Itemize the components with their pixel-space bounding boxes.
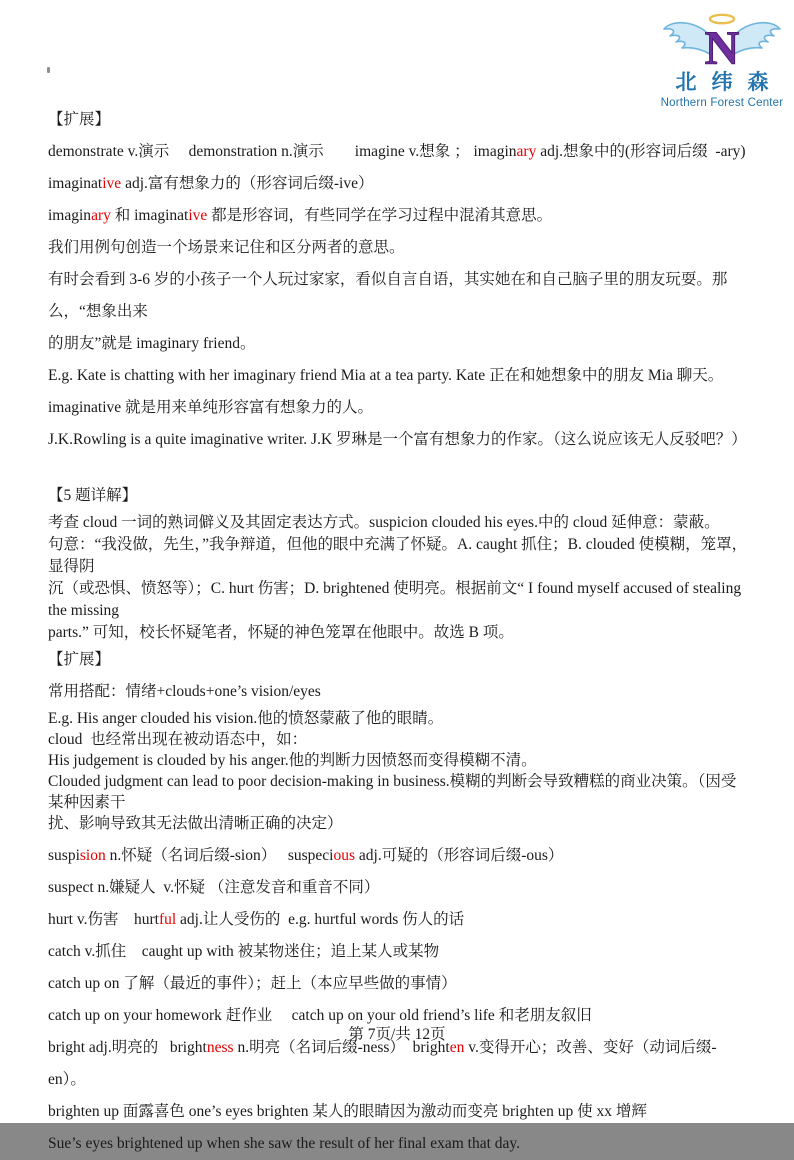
text-segment: 常用搭配：情绪+clouds+one’s vision/eyes: [48, 683, 321, 700]
text-line: [48, 360, 748, 392]
text-line: [48, 534, 748, 578]
logo: [656, 12, 788, 110]
text-segment: adj.可疑的（形容词后缀-ous）: [355, 847, 564, 864]
suffix-highlight: ive: [188, 207, 208, 224]
suffix-highlight: ive: [102, 175, 122, 192]
text-segment: His judgement is clouded by his anger.他的判断力因愤怒而变得模糊不清。: [48, 752, 537, 769]
suffix-highlight: ful: [158, 911, 177, 928]
text-segment: adj.想象中的(形容词后缀 -ary): [536, 143, 746, 160]
text-segment: J.K.Rowling is a quite imaginative writer. J.K 罗琳是一个富有想象力的作家。（这么说应该无人反驳吧？）: [48, 431, 747, 448]
text-line: [48, 424, 748, 456]
stray-mark: [47, 67, 50, 73]
text-line: [48, 708, 748, 729]
text-segment: adj.让人受伤的 e.g. hurtful words 伤人的话: [176, 911, 465, 928]
text-line: [48, 771, 748, 813]
text-segment: v.变得开心；改善、变好（动词后缀-en）。: [48, 1039, 717, 1088]
suffix-highlight: ary: [91, 207, 111, 224]
text-segment: 沉（或恐惧、愤怒等）；C. hurt 伤害；D. brightened 使明亮。根据前文“ I found myself accused of stealing the missing: [48, 580, 745, 619]
text-line: [48, 512, 748, 534]
text-segment: 【扩展】: [48, 651, 111, 668]
text-segment: imaginative 就是用来单纯形容富有想象力的人。: [48, 399, 374, 416]
text-segment: suspect n.嫌疑人 v.怀疑 （注意发音和重音不同）: [48, 879, 380, 896]
suffix-highlight: ness: [206, 1039, 234, 1056]
section-heading: [48, 644, 748, 676]
text-segment: demonstrate v.演示 demonstration n.演示 imagine v.想象 ； imagin: [48, 143, 517, 160]
text-segment: 【扩展】: [48, 111, 111, 128]
logo-letter: N: [704, 22, 740, 75]
logo-angel-n-icon: [657, 12, 787, 75]
text-segment: 有时会看到 3-6 岁的小孩子一个人玩过家家，看似自言自语，其实她在和自己脑子里的朋友玩耍。那么，“想象出来: [48, 271, 728, 320]
text-line: [48, 136, 748, 168]
suffix-highlight: sion: [79, 847, 106, 864]
text-line: [48, 264, 748, 328]
text-segment: Sue’s eyes brightened up when she saw the result of her final exam that day.: [48, 1135, 521, 1152]
text-segment: imagin: [48, 207, 92, 224]
text-segment: E.g. Kate is chatting with her imaginary friend Mia at a tea party. Kate 正在和她想象中的朋友 Mia 聊天。: [48, 367, 724, 384]
text-segment: brighten up 面露喜色 one’s eyes brighten 某人的眼睛因为激动而变亮 brighten up 使 xx 增辉: [48, 1103, 647, 1120]
text-segment: adj.富有想象力的（形容词后缀-ive）: [121, 175, 374, 192]
left-wing-icon: [664, 23, 710, 54]
text-segment: 我们用例句创造一个场景来记住和区分两者的意思。: [48, 239, 405, 256]
text-line: [48, 200, 748, 232]
text-segment: catch up on your homework 赶作业 catch up on your old friend’s life 和老朋友叙旧: [48, 1007, 592, 1024]
text-line: [48, 676, 748, 708]
text-segment: hurt v.伤害 hurt: [48, 911, 159, 928]
text-line: [48, 750, 748, 771]
page-number-footer: 第 7页/共 12页: [348, 1026, 446, 1043]
text-segment: 的朋友”就是 imaginary friend。: [48, 335, 256, 352]
text-line: [48, 904, 748, 936]
text-line: [48, 872, 748, 904]
text-line: [48, 392, 748, 424]
logo-en-name: Northern Forest Center: [660, 97, 784, 109]
text-line: [48, 936, 748, 968]
text-segment: catch v.抓住 caught up with 被某物迷住；追上某人或某物: [48, 943, 440, 960]
text-segment: 扰、影响导致其无法做出清晰正确的决定）: [48, 815, 343, 832]
text-segment: n.怀疑（名词后缀-sion） suspeci: [105, 847, 334, 864]
suffix-highlight: ary: [516, 143, 537, 160]
text-segment: parts.” 可知，校长怀疑笔者，怀疑的神色笼罩在他眼中。故选 B 项。: [48, 624, 514, 641]
text-segment: 都是形容词，有些同学在学习过程中混淆其意思。: [207, 207, 553, 224]
text-line: [48, 578, 748, 622]
text-segment: imaginat: [48, 175, 103, 192]
text-line: [48, 840, 748, 872]
text-segment: 【5 题详解】: [48, 487, 138, 504]
text-line: [48, 1096, 748, 1128]
right-wing-icon: [734, 23, 780, 54]
section-heading: [48, 104, 748, 136]
text-segment: cloud 也经常出现在被动语态中，如：: [48, 731, 308, 748]
text-segment: suspi: [48, 847, 80, 864]
text-segment: bright adj.明亮的 bright: [48, 1039, 207, 1056]
text-segment: n.明亮（名词后缀-ness） bright: [233, 1039, 450, 1056]
text-line: [48, 232, 748, 264]
text-segment: Clouded judgment can lead to poor decision-making in business.模糊的判断会导致糟糕的商业决策。（因受某种因素干: [48, 773, 737, 811]
text-line: [48, 813, 748, 834]
suffix-highlight: en: [449, 1039, 465, 1056]
text-segment: 和 imaginat: [110, 207, 189, 224]
text-line: [48, 168, 748, 200]
suffix-highlight: ous: [333, 847, 356, 864]
text-line: [48, 729, 748, 750]
text-line: [48, 1128, 748, 1160]
text-line: [48, 328, 748, 360]
logo-cn-name: 北纬森: [675, 71, 784, 94]
text-line: [48, 622, 748, 644]
document-body: [48, 104, 748, 1160]
section-heading: [48, 480, 748, 512]
text-line: [48, 968, 748, 1000]
text-segment: E.g. His anger clouded his vision.他的愤怒蒙蔽了他的眼睛。: [48, 710, 444, 727]
text-segment: 句意：“我没做，先生，”我争辩道，但他的眼中充满了怀疑。A. caught 抓住；B. clouded 使模糊，笼罩，显得阴: [48, 536, 748, 575]
text-segment: catch up on 了解（最近的事件）；赶上（本应早些做的事情）: [48, 975, 457, 992]
text-segment: 考查 cloud 一词的熟词僻义及其固定表达方式。suspicion clouded his eyes.中的 cloud 延伸意：蒙蔽。: [48, 514, 720, 531]
